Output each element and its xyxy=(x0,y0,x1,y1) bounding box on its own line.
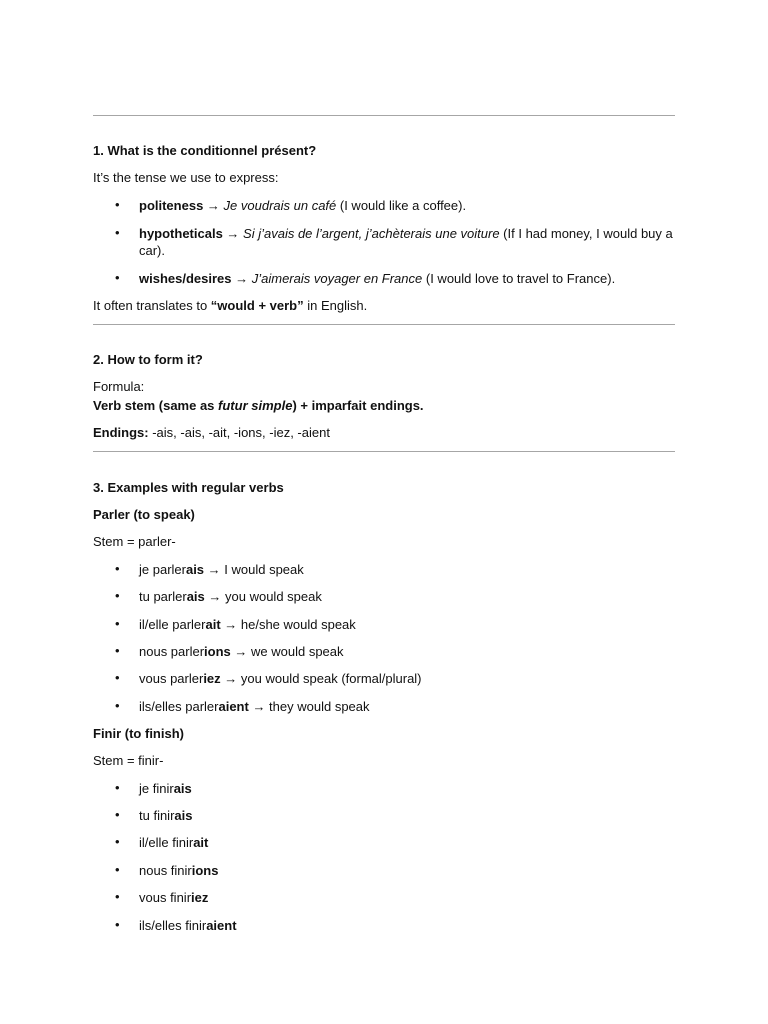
bullet-icon: • xyxy=(115,862,120,877)
conjugation-item: tu parlerais → you would speak xyxy=(139,589,322,604)
conjugation-item: nous finirions xyxy=(139,863,219,878)
bullet-icon: • xyxy=(115,889,120,904)
verb-title-finir: Finir (to finish) xyxy=(93,726,184,741)
conjugation-item: ils/elles finiraient xyxy=(139,918,237,933)
horizontal-rule xyxy=(93,324,675,325)
conjugation-item: je finirais xyxy=(139,781,192,796)
conjugation-item: vous finiriez xyxy=(139,890,209,905)
bullet-icon: • xyxy=(115,698,120,713)
bullet-icon: • xyxy=(115,670,120,685)
conjugation-item: tu finirais xyxy=(139,808,193,823)
bullet-icon: • xyxy=(115,270,120,285)
verb-stem-parler: Stem = parler- xyxy=(93,534,176,549)
translation-note: It often translates to “would + verb” in English. xyxy=(93,298,368,313)
bullet-icon: • xyxy=(115,807,120,822)
conjugation-item: vous parleriez → you would speak (formal/plural) xyxy=(139,671,422,686)
conjugation-item: nous parlerions → we would speak xyxy=(139,644,344,659)
list-item: wishes/desires → J’aimerais voyager en France (I would love to travel to France). xyxy=(139,271,616,286)
horizontal-rule xyxy=(93,451,675,452)
section-intro: It’s the tense we use to express: xyxy=(93,170,279,185)
bullet-icon: • xyxy=(115,616,120,631)
list-item: hypotheticals → Si j’avais de l’argent, j’achèterais une voiture (If I had money, I would buy a car). xyxy=(139,226,673,258)
verb-title-parler: Parler (to speak) xyxy=(93,507,195,522)
list-item: politeness → Je voudrais un café (I would like a coffee). xyxy=(139,198,467,213)
conjugation-item: il/elle finirait xyxy=(139,835,209,850)
bullet-icon: • xyxy=(115,561,120,576)
section-heading-3: 3. Examples with regular verbs xyxy=(93,480,284,495)
conjugation-item: il/elle parlerait → he/she would speak xyxy=(139,617,356,632)
bullet-icon: • xyxy=(115,588,120,603)
formula-rule: Verb stem (same as futur simple) + imparfait endings. xyxy=(93,398,424,413)
bullet-icon: • xyxy=(115,780,120,795)
verb-stem-finir: Stem = finir- xyxy=(93,753,164,768)
conjugation-item: ils/elles parleraient → they would speak xyxy=(139,699,370,714)
endings: Endings: -ais, -ais, -ait, -ions, -iez, -aient xyxy=(93,425,330,440)
bullet-icon: • xyxy=(115,643,120,658)
horizontal-rule xyxy=(93,115,675,116)
bullet-icon: • xyxy=(115,197,120,212)
formula-label: Formula: xyxy=(93,379,145,394)
section-heading-2: 2. How to form it? xyxy=(93,352,203,367)
conjugation-item: je parlerais → I would speak xyxy=(139,562,304,577)
bullet-icon: • xyxy=(115,834,120,849)
bullet-icon: • xyxy=(115,917,120,932)
section-heading-1: 1. What is the conditionnel présent? xyxy=(93,143,317,158)
bullet-icon: • xyxy=(115,225,120,240)
